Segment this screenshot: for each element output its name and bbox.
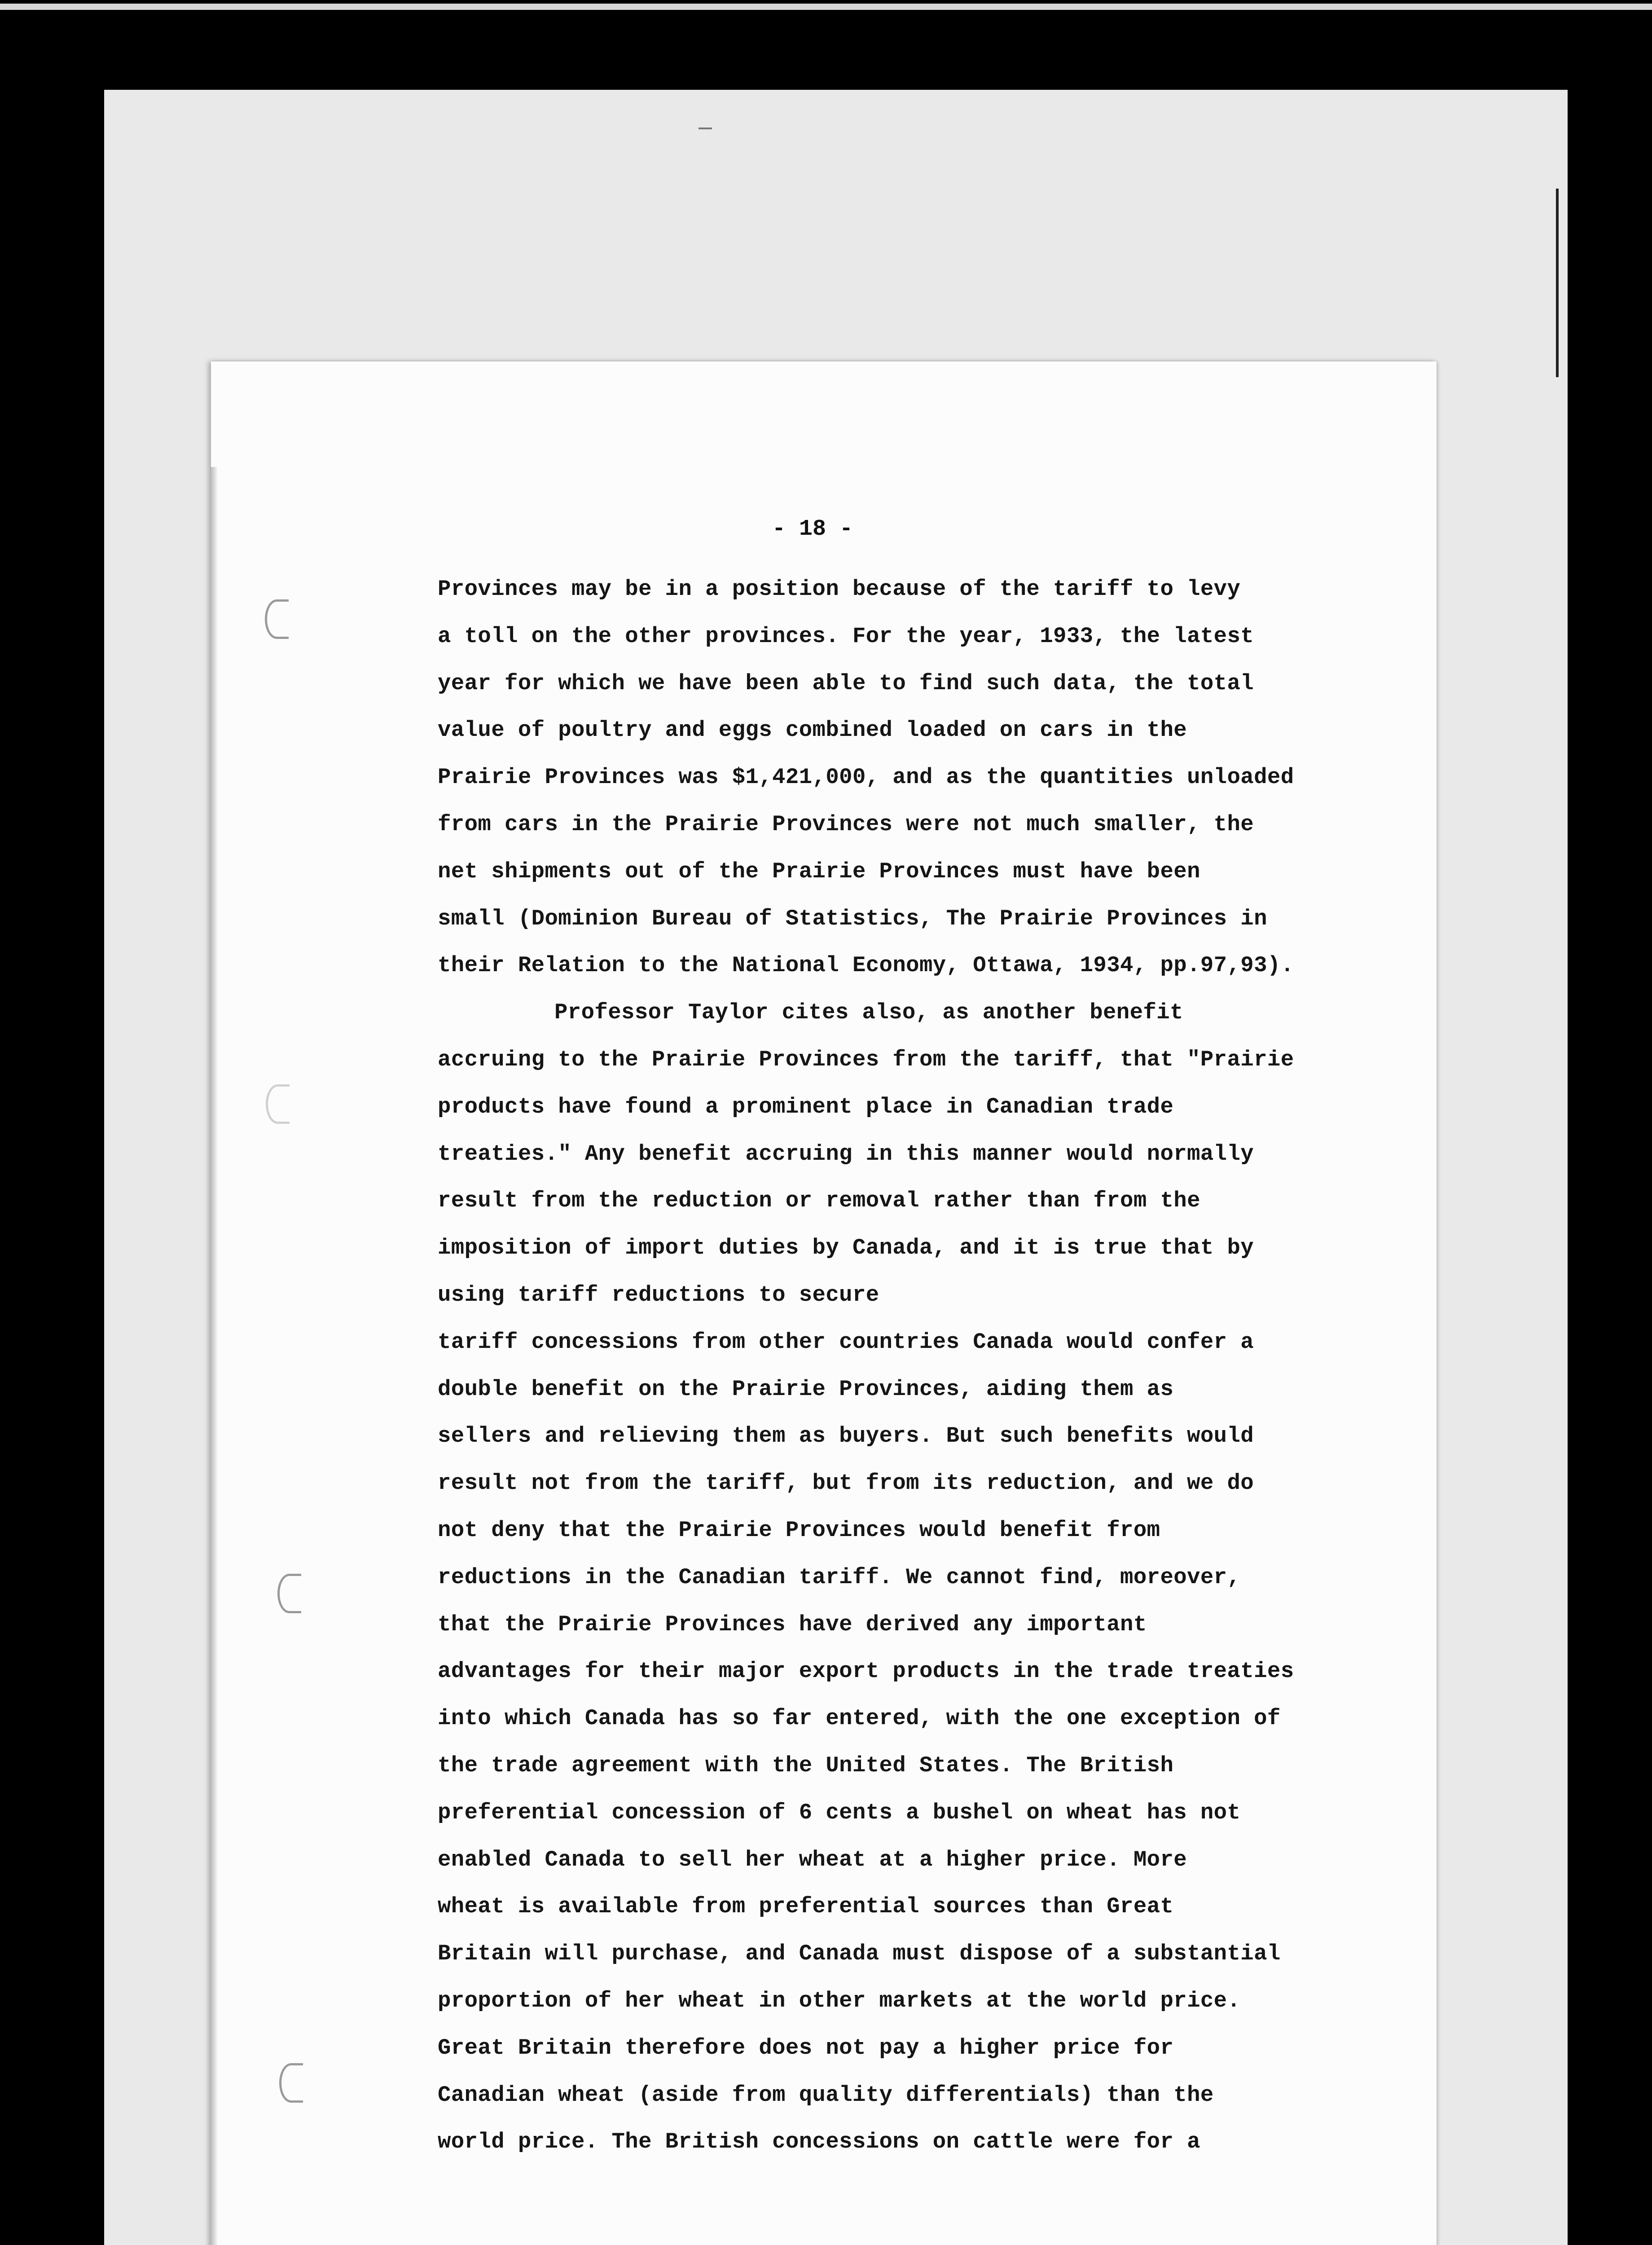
text-line: value of poultry and eggs combined loaded on cars in the	[438, 718, 1187, 743]
text-line: wheat is available from preferential sources than Great	[438, 1894, 1174, 1919]
backing-right-edge	[1556, 189, 1559, 377]
text-line: double benefit on the Prairie Provinces, aiding them as	[438, 1376, 1174, 1402]
text-line: using tariff reductions to secure	[438, 1282, 879, 1307]
page-left-shadow	[211, 467, 217, 2245]
text-line: proportion of her wheat in other markets at the world price.	[438, 1988, 1241, 2013]
page-number: - 18 -	[772, 516, 853, 542]
text-line: reductions in the Canadian tariff. We cannot find, moreover,	[438, 1564, 1241, 1590]
text-line: a toll on the other provinces. For the year, 1933, the latest	[438, 623, 1254, 649]
text-line: Provinces may be in a position because of the tariff to levy	[438, 577, 1241, 602]
text-line: small (Dominion Bureau of Statistics, The Prairie Provinces in	[438, 906, 1267, 931]
text-line: products have found a prominent place in Canadian trade	[438, 1094, 1174, 1119]
punch-hole-4	[279, 2063, 303, 2103]
text-line: from cars in the Prairie Provinces were not much smaller, the	[438, 811, 1254, 837]
text-line: not deny that the Prairie Provinces would benefit from	[438, 1517, 1160, 1543]
text-line: the trade agreement with the United States. The British	[438, 1752, 1174, 1778]
text-line: net shipments out of the Prairie Provinces must have been	[438, 858, 1200, 884]
text-line: imposition of import duties by Canada, and it is true that by	[438, 1235, 1254, 1261]
text-line: year for which we have been able to find such data, the total	[438, 670, 1254, 696]
text-line: Canadian wheat (aside from quality differentials) than the	[438, 2082, 1214, 2108]
text-line: sellers and relieving them as buyers. But such benefits would	[438, 1423, 1254, 1449]
text-line: their Relation to the National Economy, Ottawa, 1934, pp.97,93).	[438, 953, 1294, 978]
text-line: advantages for their major export products in the trade treaties	[438, 1659, 1294, 1684]
punch-hole-2	[266, 1084, 290, 1124]
punch-hole-1	[265, 599, 289, 639]
text-line: enabled Canada to sell her wheat at a higher price. More	[438, 1847, 1187, 1872]
backing-mark	[699, 128, 712, 129]
text-line: tariff concessions from other countries Canada would confer a	[438, 1329, 1254, 1355]
body-text	[438, 566, 1380, 2166]
punch-hole-3	[277, 1574, 301, 1613]
text-line: Great Britain therefore does not pay a higher price for	[438, 2035, 1174, 2060]
text-line: Prairie Provinces was $1,421,000, and as the quantities unloaded	[438, 765, 1294, 790]
text-line: result from the reduction or removal rather than from the	[438, 1188, 1200, 1214]
top-film-edge	[0, 4, 1652, 10]
text-line: that the Prairie Provinces have derived any important	[438, 1611, 1147, 1637]
text-line: accruing to the Prairie Provinces from the tariff, that "Prairie	[438, 1047, 1294, 1072]
text-line: result not from the tariff, but from its reduction, and we do	[438, 1470, 1254, 1496]
text-line: Professor Taylor cites also, as another benefit	[554, 1000, 1183, 1026]
text-line: world price. The British concessions on cattle were for a	[438, 2129, 1200, 2155]
text-line: treaties." Any benefit accruing in this manner would normally	[438, 1141, 1254, 1167]
text-line: Britain will purchase, and Canada must dispose of a substantial	[438, 1941, 1281, 1967]
text-line: into which Canada has so far entered, with the one exception of	[438, 1706, 1281, 1731]
text-line: preferential concession of 6 cents a bushel on wheat has not	[438, 1800, 1241, 1825]
